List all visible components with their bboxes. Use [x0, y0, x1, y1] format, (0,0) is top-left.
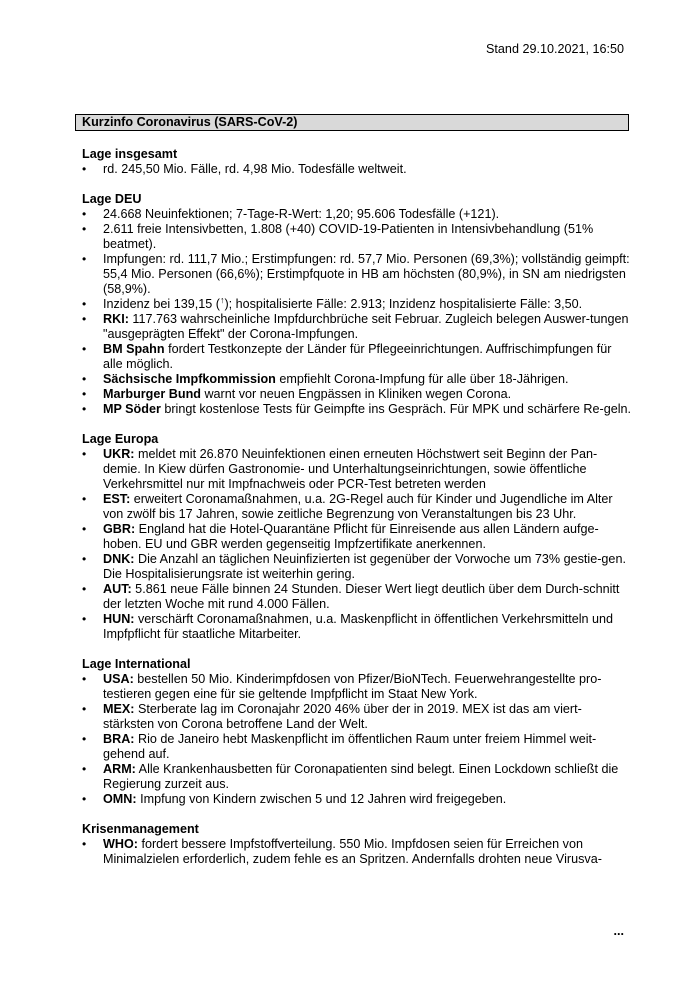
bullet-list — [82, 672, 632, 807]
list-item — [82, 522, 632, 552]
bullet-list — [82, 837, 632, 867]
item-text: Die Anzahl an täglichen Neuinfizierten ist gegenüber der Vorwoche um 73% gestie-gen. Die Hospitalisierungsrate ist weiterhin gering. — [103, 552, 626, 581]
item-text: erweitert Coronamaßnahmen, u.a. 2G-Regel auch für Kinder und Jugendliche im Alter von zwölf bis 17 Jahren, sowie zeitliche Begrenzung von Veranstaltungen bis 23 Uhr. — [103, 492, 613, 521]
item-subject: RKI: — [103, 312, 129, 326]
section-heading: Krisenmanagement — [82, 822, 199, 836]
section-heading: Lage insgesamt — [82, 147, 178, 161]
item-subject: Marburger Bund — [103, 387, 201, 401]
list-item — [82, 552, 632, 582]
item-text: 5.861 neue Fälle binnen 24 Stunden. Dieser Wert liegt deutlich über dem Durch-schnitt der letzten Woche mit rund 4.000 Fällen. — [103, 582, 620, 611]
document-body — [82, 147, 632, 882]
list-item — [82, 837, 632, 867]
item-subject: ARM: — [103, 762, 136, 776]
item-text: 2.611 freie Intensivbetten, 1.808 (+40) COVID-19-Patienten in Intensivbehandlung (51% beatmet). — [103, 222, 594, 251]
list-item — [82, 702, 632, 732]
item-subject: MP Söder — [103, 402, 161, 416]
section — [82, 147, 632, 177]
continuation-marker: ... — [613, 924, 624, 938]
list-item — [82, 222, 632, 252]
section — [82, 192, 632, 417]
item-text: Sterberate lag im Coronajahr 2020 46% über der in 2019. MEX ist das am viert-stärksten von Corona betroffene Land der Welt. — [103, 702, 582, 731]
item-subject: AUT: — [103, 582, 132, 596]
item-text: fordert Testkonzepte der Länder für Pflegeeinrichtungen. Auffrischimpfungen für alle möglich. — [103, 342, 612, 371]
item-text: bestellen 50 Mio. Kinderimpfdosen von Pfizer/BioNTech. Feuerwehrangestellte pro-testieren gegen eine für sie geltende Impfpflicht im Staat New York. — [103, 672, 602, 701]
item-text: Inzidenz bei 139,15 ( — [103, 297, 220, 311]
list-item — [82, 582, 632, 612]
list-item — [82, 792, 632, 807]
item-text: 117.763 wahrscheinliche Impfdurchbrüche seit Februar. Zugleich belegen Auswer-tungen "ausgeprägten Effekt" der Corona-Impfungen. — [103, 312, 629, 341]
item-text: Alle Krankenhausbetten für Coronapatienten sind belegt. Einen Lockdown schließt die Regierung zurzeit aus. — [103, 762, 619, 791]
item-text: Rio de Janeiro hebt Maskenpflicht im öffentlichen Raum unter freiem Himmel weit-gehend auf. — [103, 732, 597, 761]
bullet-list — [82, 447, 632, 642]
item-subject: USA: — [103, 672, 134, 686]
bullet-list — [82, 207, 632, 417]
list-item — [82, 672, 632, 702]
item-text: rd. 245,50 Mio. Fälle, rd. 4,98 Mio. Todesfälle weltweit. — [103, 162, 407, 176]
item-text: fordert bessere Impfstoffverteilung. 550 Mio. Impfdosen seien für Erreichen von Minimalzielen erforderlich, zudem fehle es an Spritzen. Andernfalls drohten neue Virusva- — [103, 837, 602, 866]
section — [82, 657, 632, 807]
list-item — [82, 612, 632, 642]
bullet-list — [82, 162, 632, 177]
section-heading: Lage International — [82, 657, 191, 671]
list-item — [82, 762, 632, 792]
item-subject: BRA: — [103, 732, 135, 746]
item-subject: OMN: — [103, 792, 137, 806]
item-text: 24.668 Neuinfektionen; 7-Tage-R-Wert: 1,20; 95.606 Todesfälle (+121). — [103, 207, 500, 221]
trend-up-icon: ↑ — [219, 294, 225, 305]
list-item — [82, 342, 632, 372]
item-subject: BM Spahn — [103, 342, 165, 356]
item-text: ); hospitalisierte Fälle: 2.913; Inzidenz hospitalisierte Fälle: 3,50. — [224, 297, 583, 311]
section-heading: Lage Europa — [82, 432, 159, 446]
list-item — [82, 447, 632, 492]
item-text: empfiehlt Corona-Impfung für alle über 18-Jährigen. — [275, 372, 569, 386]
document-title: Kurzinfo Coronavirus (SARS-CoV-2) — [75, 114, 629, 131]
item-text: England hat die Hotel-Quarantäne Pflicht für Einreisende aus allen Ländern aufge-hoben. EU und GBR werden gegenseitig Impfzertifikate anerkennen. — [103, 522, 599, 551]
list-item — [82, 252, 632, 297]
section-heading: Lage DEU — [82, 192, 142, 206]
list-item — [82, 387, 632, 402]
item-text: meldet mit 26.870 Neuinfektionen einen erneuten Höchstwert seit Beginn der Pan-demie. In Kiew dürfen Gastronomie- und Unterhaltungseinrichtungen, sowie öffentliche Verkehrsmittel nur mit Impfnachweis oder PCR-Test betreten werden — [103, 447, 598, 491]
item-text: warnt vor neuen Engpässen in Kliniken wegen Corona. — [200, 387, 512, 401]
item-text: Impfung von Kindern zwischen 5 und 12 Jahren wird freigegeben. — [136, 792, 507, 806]
list-item — [82, 207, 632, 222]
item-text: bringt kostenlose Tests für Geimpfte ins Gespräch. Für MPK und schärfere Re-geln. — [160, 402, 632, 416]
document-timestamp: Stand 29.10.2021, 16:50 — [486, 42, 624, 56]
section — [82, 822, 632, 867]
list-item — [82, 162, 632, 177]
item-subject: UKR: — [103, 447, 135, 461]
item-subject: EST: — [103, 492, 131, 506]
list-item — [82, 402, 632, 417]
item-subject: MEX: — [103, 702, 135, 716]
item-subject: GBR: — [103, 522, 136, 536]
item-subject: WHO: — [103, 837, 138, 851]
list-item — [82, 312, 632, 342]
item-subject: DNK: — [103, 552, 135, 566]
list-item — [82, 372, 632, 387]
item-text: Impfungen: rd. 111,7 Mio.; Erstimpfungen: rd. 57,7 Mio. Personen (69,3%); vollständig geimpft: 55,4 Mio. Personen (66,6%); Erstimpfquote in HB am höchsten (80,9%), in SN am niedrigsten (58,9%). — [103, 252, 630, 296]
list-item — [82, 294, 632, 312]
item-subject: Sächsische Impfkommission — [103, 372, 276, 386]
item-subject: HUN: — [103, 612, 135, 626]
item-text: verschärft Coronamaßnahmen, u.a. Maskenpflicht in öffentlichen Verkehrsmitteln und Impfpflicht für staatliche Mitarbeiter. — [103, 612, 614, 641]
list-item — [82, 732, 632, 762]
list-item — [82, 492, 632, 522]
section — [82, 432, 632, 642]
